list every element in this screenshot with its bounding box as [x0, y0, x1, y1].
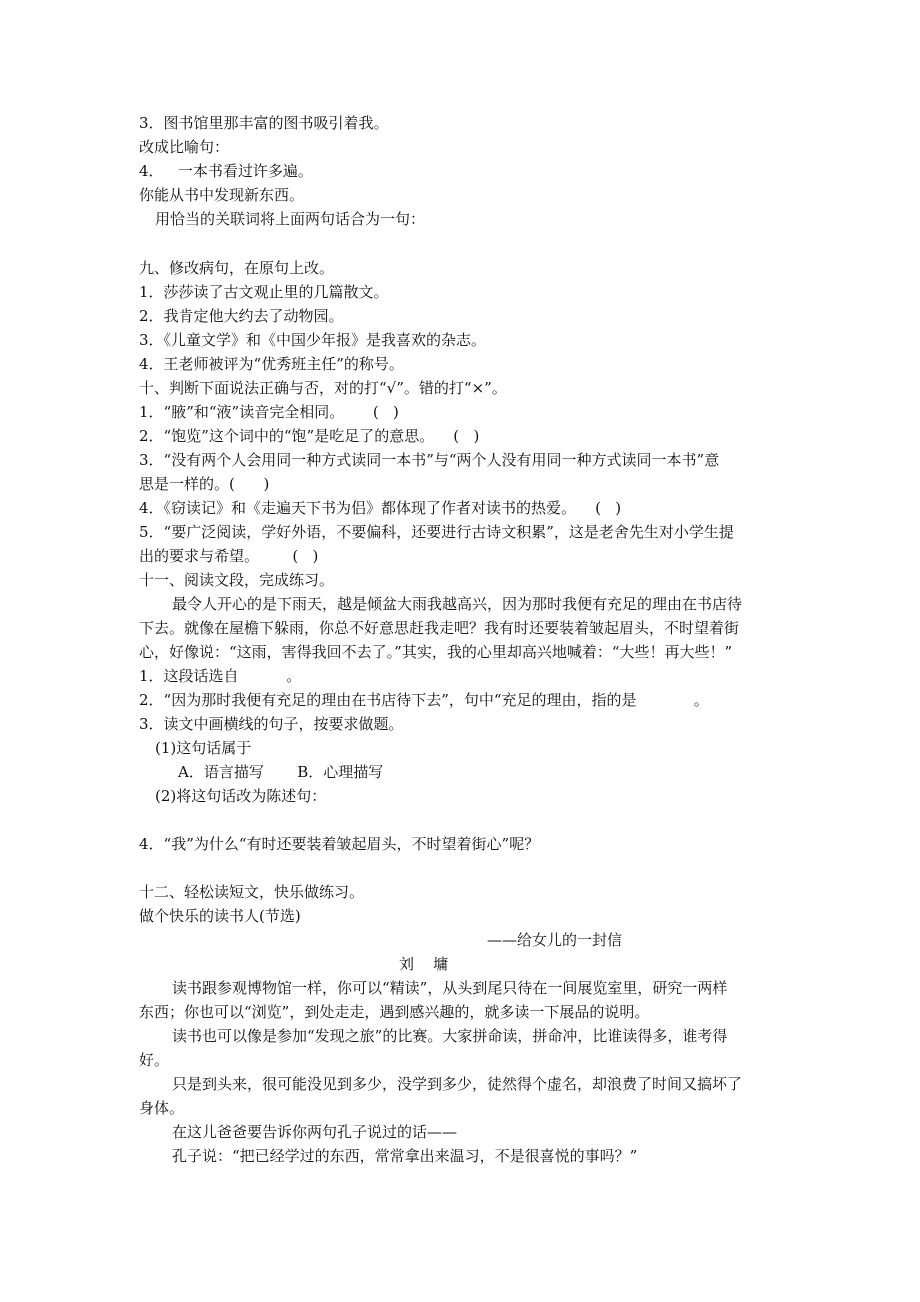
q10-1: 1．“腋”和“液”读音完全相同。 ( ) — [139, 403, 399, 421]
q10-3-line-1: 3．“没有两个人会用同一种方式读同一本书”与“两个人没有用同一种方式读同一本书”意 — [139, 451, 720, 469]
q10-2: 2．“饱览”这个词中的“饱”是吃足了的意思。 ( ) — [139, 427, 480, 445]
q11-4: 4．“我”为什么“有时还要装着皱起眉头，不时望着街心”呢？ — [139, 835, 540, 853]
q9-3: 3．《儿童文学》和《中国少年报》是我喜欢的杂志。 — [139, 331, 487, 349]
q11-3-2: (2)将这句话改为陈述句： — [155, 787, 327, 805]
q8-4-sentence-2: 你能从书中发现新东西。 — [139, 186, 305, 204]
q10-5-line-2: 出的要求与希望。 ( ) — [139, 547, 319, 565]
q11-3-1: (1)这句话属于 — [155, 739, 252, 757]
article-p3-line-2: 身体。 — [139, 1099, 185, 1117]
q11-1: 1．这段话选自 。 — [139, 667, 302, 685]
article-p2-line-2: 好。 — [139, 1051, 170, 1069]
q11-3: 3．读文中画横线的句子，按要求做题。 — [139, 715, 404, 733]
article-p1-line-2: 东西；你也可以“浏览”，到处走走，遇到感兴趣的，就多读一下展品的说明。 — [139, 1003, 650, 1021]
section-9-heading: 九、修改病句，在原句上改。 — [139, 259, 335, 277]
article-subtitle: ——给女儿的一封信 — [487, 931, 623, 949]
article-p1-line-1: 读书跟参观博物馆一样，你可以“精读”，从头到尾只待在一间展览室里，研究一两样 — [172, 979, 728, 997]
q9-2: 2．我肯定他大约去了动物园。 — [139, 307, 344, 325]
section-10-heading: 十、判断下面说法正确与否，对的打“√”。错的打“×”。 — [139, 379, 507, 397]
q8-3-instruction: 改成比喻句： — [139, 138, 230, 156]
section-11-heading: 十一、阅读文段，完成练习。 — [139, 571, 335, 589]
q11-3-1-options: A．语言描写 B．心理描写 — [178, 763, 384, 781]
q10-4: 4．《窃读记》和《走遍天下书为侣》都体现了作者对读书的热爱。 ( ) — [139, 499, 622, 517]
article-p5: 孔子说：“把已经学过的东西，常常拿出来温习，不是很喜悦的事吗？” — [172, 1147, 638, 1165]
q10-3-line-2: 思是一样的。( ) — [139, 475, 270, 493]
q10-5-line-1: 5．“要广泛阅读，学好外语，不要偏科，还要进行古诗文积累”，这是老舍先生对小学生提 — [139, 523, 734, 541]
article-p4: 在这儿爸爸要告诉你两句孔子说过的话—— — [172, 1123, 458, 1141]
passage-1-line-2: 下去。就像在屋檐下躲雨，你总不好意思赶我走吧？我有时还要装着皱起眉头，不时望着街 — [139, 619, 740, 637]
passage-1-line-3: 心，好像说：“这雨，害得我回不去了。”其实，我的心里却高兴地喊着：“大些！再大些！” — [139, 643, 733, 661]
section-12-heading: 十二、轻松读短文，快乐做练习。 — [139, 883, 365, 901]
passage-1-line-1: 最令人开心的是下雨天，越是倾盆大雨我越高兴，因为那时我便有充足的理由在书店待 — [172, 595, 743, 613]
q9-4: 4．王老师被评为“优秀班主任”的称号。 — [139, 355, 404, 373]
article-title: 做个快乐的读书人(节选) — [139, 907, 301, 925]
q8-4-sentence-1: 4． 一本书看过许多遍。 — [139, 162, 313, 180]
article-author: 刘 墉 — [399, 955, 449, 973]
q9-1: 1．莎莎读了古文观止里的几篇散文。 — [139, 283, 389, 301]
article-p2-line-1: 读书也可以像是参加“发现之旅”的比赛。大家拼命读，拼命冲，比谁读得多，谁考得 — [172, 1027, 728, 1045]
q8-3-text: 3．图书馆里那丰富的图书吸引着我。 — [139, 114, 389, 132]
q8-4-instruction: 用恰当的关联词将上面两句话合为一句： — [155, 210, 426, 228]
article-p3-line-1: 只是到头来，很可能没见到多少，没学到多少，徒然得个虚名，却浪费了时间又搞坏了 — [172, 1075, 743, 1093]
q11-2: 2．“因为那时我便有充足的理由在书店待下去”，句中“充足的理由，指的是 。 — [139, 691, 709, 709]
